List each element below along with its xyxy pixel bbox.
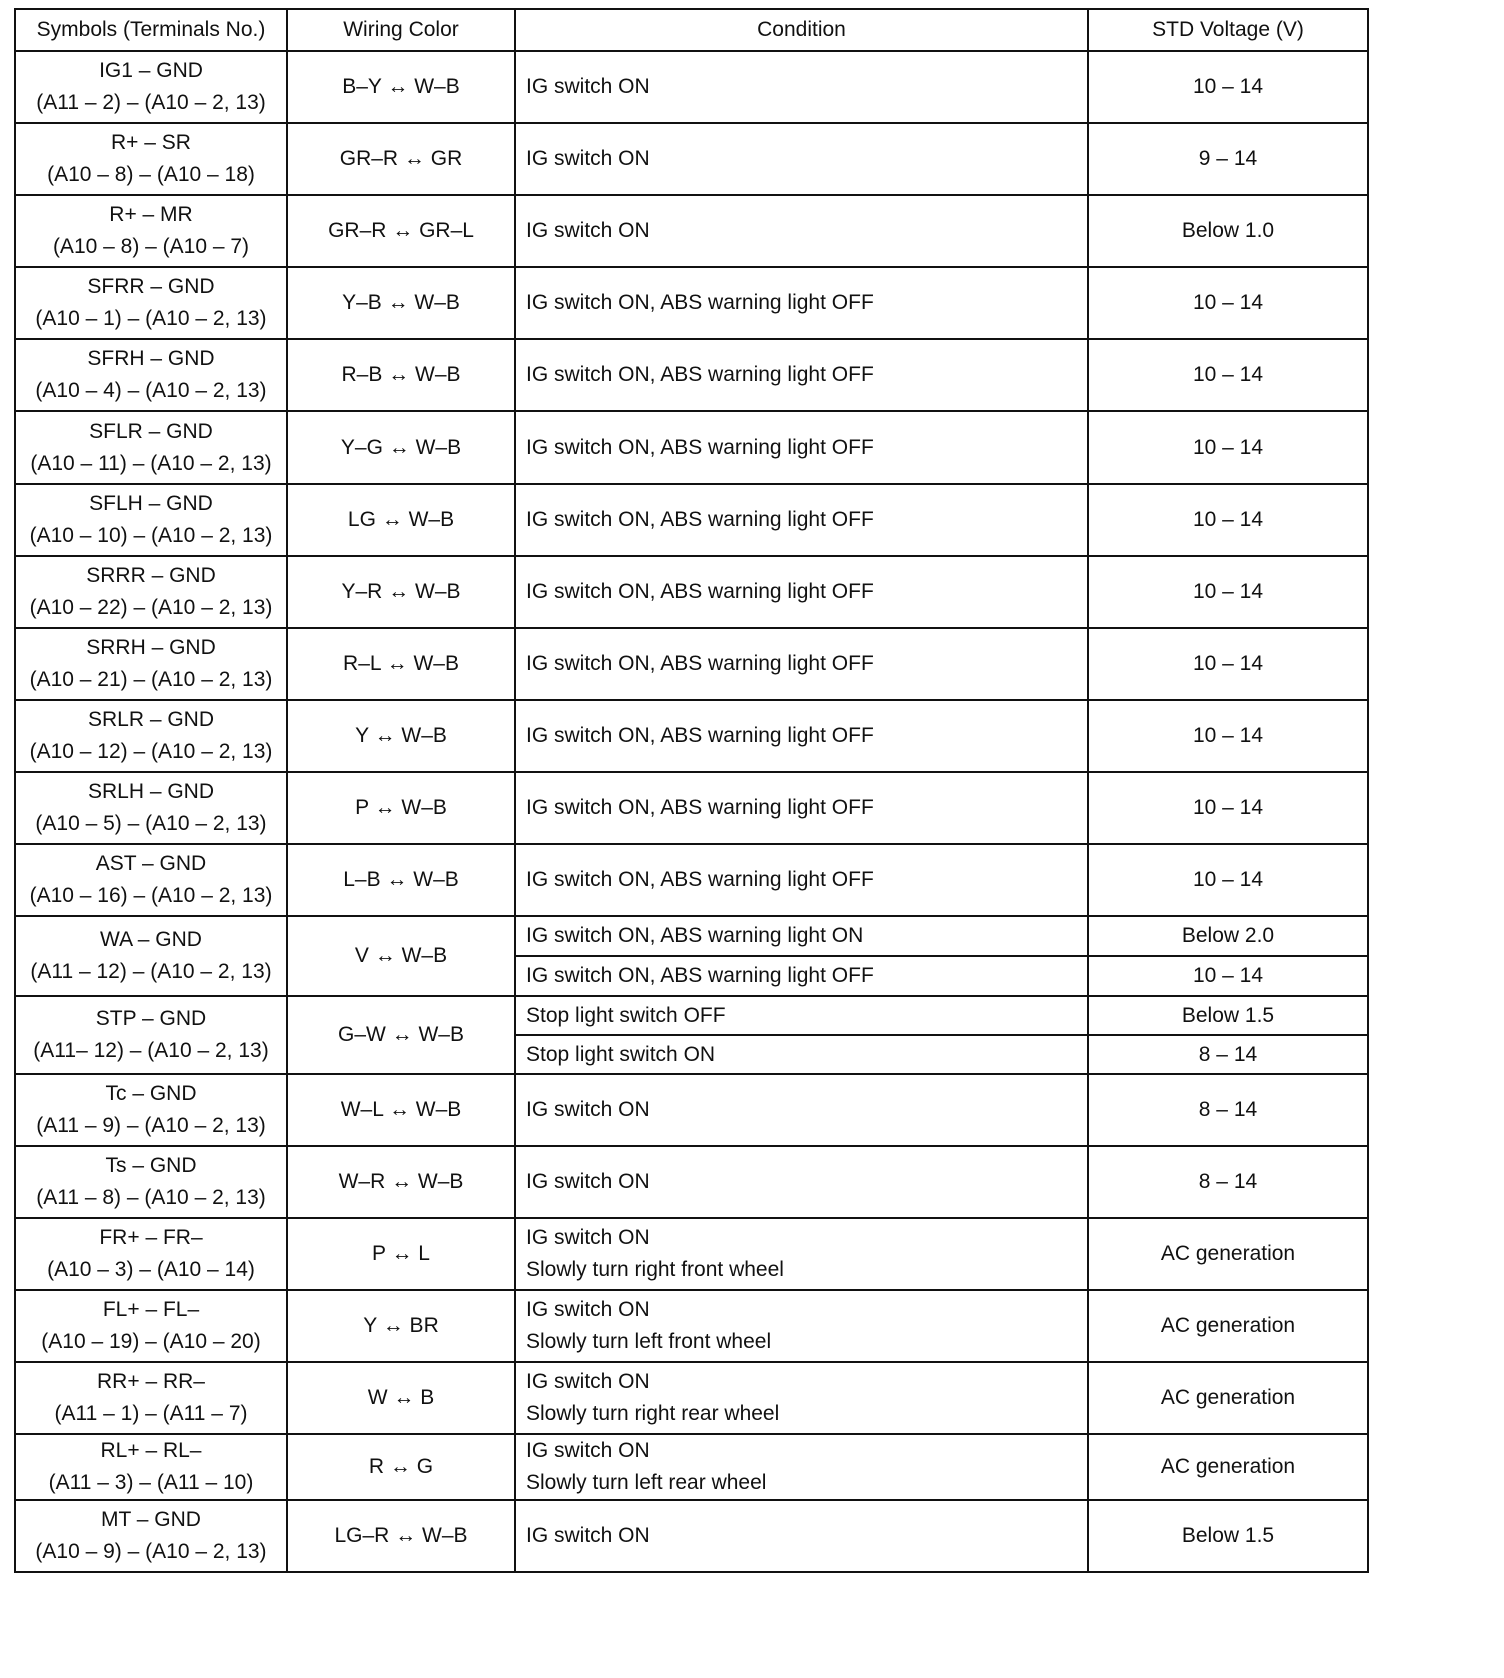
terminal-numbers: (A10 – 1) – (A10 – 2, 13) (35, 307, 267, 330)
condition-cell (515, 700, 1088, 772)
condition-line: IG switch ON, ABS warning light OFF (526, 580, 874, 603)
condition-cell (515, 1500, 1088, 1572)
std-voltage-cell: 10 – 14 (1088, 484, 1368, 556)
symbol-cell (15, 556, 287, 628)
header-std-voltage: STD Voltage (V) (1088, 9, 1368, 51)
symbol-name: MT – GND (101, 1508, 201, 1531)
condition-cell (515, 1218, 1088, 1290)
condition-line: IG switch ON (526, 1298, 650, 1321)
terminal-numbers: (A10 – 12) – (A10 – 2, 13) (29, 740, 273, 763)
terminal-numbers: (A10 – 11) – (A10 – 2, 13) (30, 451, 272, 475)
symbol-cell (15, 123, 287, 195)
table-row (15, 267, 1368, 339)
symbol-cell (15, 51, 287, 123)
symbol-cell (15, 195, 287, 267)
condition-line: IG switch ON (526, 219, 650, 242)
condition-line: IG switch ON, ABS warning light OFF (526, 363, 874, 386)
std-voltage-cell: Below 1.5 (1088, 1500, 1368, 1572)
symbol-name: SFLR – GND (89, 419, 213, 443)
condition-cell (515, 556, 1088, 628)
table-row (15, 772, 1368, 844)
symbol-name: STP – GND (95, 1007, 207, 1030)
std-voltage-cell: 10 – 14 (1088, 411, 1368, 484)
symbol-name: RL+ – RL– (100, 1439, 202, 1462)
symbol-cell (15, 1218, 287, 1290)
condition-cell (515, 411, 1088, 484)
std-voltage-cell: 9 – 14 (1088, 123, 1368, 195)
condition-cell (515, 1290, 1088, 1362)
symbol-cell (15, 1500, 287, 1572)
condition-line: IG switch ON, ABS warning light OFF (526, 508, 874, 531)
symbol-name: SRRR – GND (86, 564, 216, 587)
condition-cell (515, 51, 1088, 123)
condition-line: IG switch ON (526, 147, 650, 170)
symbol-cell (15, 339, 287, 411)
wiring-color-cell: Y ↔ W–B (287, 700, 515, 772)
condition-cell (515, 844, 1088, 916)
condition-line: IG switch ON (526, 1370, 650, 1393)
condition-cell (515, 195, 1088, 267)
wiring-color-cell: B–Y ↔ W–B (287, 51, 515, 123)
std-voltage-cell: 10 – 14 (1088, 556, 1368, 628)
std-voltage-cell: 10 – 14 (1088, 51, 1368, 123)
symbol-name: SRLH – GND (87, 780, 215, 803)
table-row (15, 1218, 1368, 1290)
condition-line: Slowly turn left front wheel (526, 1330, 772, 1353)
wiring-color-cell: LG–R ↔ W–B (287, 1500, 515, 1572)
symbol-name: IG1 – GND (99, 59, 203, 82)
condition-cell: IG switch ON, ABS warning light OFF (515, 956, 1088, 996)
symbol-cell (15, 996, 287, 1074)
condition-line: IG switch ON (526, 1170, 650, 1193)
wiring-color-cell: W ↔ B (287, 1362, 515, 1434)
table-row (15, 195, 1368, 267)
symbol-name: R+ – MR (109, 203, 193, 226)
symbol-cell (15, 267, 287, 339)
terminal-numbers: (A11 – 8) – (A10 – 2, 13) (36, 1186, 266, 1209)
std-voltage-cell: AC generation (1088, 1434, 1368, 1500)
symbol-name: SFLH – GND (89, 492, 213, 515)
table-row (15, 51, 1368, 123)
symbol-name: Tc – GND (105, 1082, 197, 1105)
table-row (15, 844, 1368, 916)
wiring-color-cell: G–W ↔ W–B (287, 996, 515, 1074)
wiring-color-cell: Y–G ↔ W–B (287, 411, 515, 484)
terminal-numbers: (A10 – 10) – (A10 – 2, 13) (29, 524, 273, 547)
terminal-numbers: (A10 – 3) – (A10 – 14) (47, 1258, 255, 1281)
symbol-name: WA – GND (100, 928, 202, 951)
wiring-color-cell: L–B ↔ W–B (287, 844, 515, 916)
wiring-color-cell: R–L ↔ W–B (287, 628, 515, 700)
table-row (15, 1500, 1368, 1572)
condition-line: Slowly turn right front wheel (526, 1258, 784, 1281)
condition-line: Slowly turn left rear wheel (526, 1471, 767, 1494)
std-voltage-cell: AC generation (1088, 1290, 1368, 1362)
condition-line: IG switch ON, ABS warning light OFF (526, 652, 874, 675)
std-voltage-cell: Below 2.0 (1088, 916, 1368, 956)
wiring-color-cell: R ↔ G (287, 1434, 515, 1500)
table-row (15, 1290, 1368, 1362)
condition-cell (515, 339, 1088, 411)
terminal-numbers: (A10 – 5) – (A10 – 2, 13) (35, 812, 267, 835)
terminal-numbers: (A11 – 12) – (A10 – 2, 13) (30, 960, 272, 983)
std-voltage-cell: AC generation (1088, 1218, 1368, 1290)
condition-line: IG switch ON, ABS warning light OFF (526, 868, 874, 891)
std-voltage-cell: 8 – 14 (1088, 1146, 1368, 1218)
symbol-name: FR+ – FR– (99, 1226, 203, 1249)
symbol-cell (15, 628, 287, 700)
table-row (15, 1074, 1368, 1146)
symbol-name: RR+ – RR– (97, 1370, 205, 1393)
wiring-color-cell: Y ↔ BR (287, 1290, 515, 1362)
symbol-name: SFRR – GND (87, 275, 215, 298)
voltage-spec-table (14, 8, 1369, 1573)
std-voltage-cell: 10 – 14 (1088, 700, 1368, 772)
table-row (15, 628, 1368, 700)
terminal-numbers: (A10 – 22) – (A10 – 2, 13) (29, 596, 273, 619)
terminal-numbers: (A10 – 8) – (A10 – 7) (52, 235, 250, 258)
wiring-color-cell: R–B ↔ W–B (287, 339, 515, 411)
condition-cell (515, 484, 1088, 556)
symbol-name: SRRH – GND (86, 636, 216, 659)
std-voltage-cell: 10 – 14 (1088, 844, 1368, 916)
terminal-numbers: (A11– 12) – (A10 – 2, 13) (33, 1039, 269, 1062)
condition-cell: Stop light switch ON (515, 1035, 1088, 1074)
symbol-name: R+ – SR (111, 131, 191, 154)
condition-line: Slowly turn right rear wheel (526, 1402, 780, 1425)
header-row (15, 9, 1368, 51)
condition-line: IG switch ON (526, 75, 650, 98)
symbol-cell (15, 700, 287, 772)
std-voltage-cell: 10 – 14 (1088, 956, 1368, 996)
symbol-cell (15, 1290, 287, 1362)
terminal-numbers: (A10 – 16) – (A10 – 2, 13) (29, 884, 273, 907)
symbol-cell (15, 1362, 287, 1434)
std-voltage-cell: AC generation (1088, 1362, 1368, 1434)
terminal-numbers: (A11 – 2) – (A10 – 2, 13) (36, 91, 266, 114)
condition-cell: Stop light switch OFF (515, 996, 1088, 1035)
wiring-color-cell: Y–B ↔ W–B (287, 267, 515, 339)
wiring-color-cell: GR–R ↔ GR (287, 123, 515, 195)
std-voltage-cell: 10 – 14 (1088, 772, 1368, 844)
symbol-cell (15, 1074, 287, 1146)
condition-cell (515, 1074, 1088, 1146)
symbol-name: Ts – GND (105, 1154, 197, 1177)
symbol-cell (15, 772, 287, 844)
table-row (15, 996, 1368, 1035)
std-voltage-cell: Below 1.5 (1088, 996, 1368, 1035)
terminal-numbers: (A11 – 3) – (A11 – 10) (48, 1471, 254, 1494)
wiring-color-cell: W–L ↔ W–B (287, 1074, 515, 1146)
symbol-cell (15, 411, 287, 484)
std-voltage-cell: 10 – 14 (1088, 628, 1368, 700)
symbol-cell (15, 844, 287, 916)
terminal-numbers: (A10 – 8) – (A10 – 18) (47, 163, 255, 186)
table-row (15, 1434, 1368, 1500)
symbol-name: SFRH – GND (87, 347, 215, 370)
table-row (15, 916, 1368, 956)
condition-cell (515, 772, 1088, 844)
std-voltage-cell: 10 – 14 (1088, 267, 1368, 339)
condition-line: IG switch ON (526, 1524, 650, 1547)
condition-cell (515, 1146, 1088, 1218)
std-voltage-cell: 8 – 14 (1088, 1035, 1368, 1074)
table-row (15, 339, 1368, 411)
wiring-color-cell: LG ↔ W–B (287, 484, 515, 556)
terminal-numbers: (A11 – 9) – (A10 – 2, 13) (36, 1114, 266, 1137)
wiring-color-cell: W–R ↔ W–B (287, 1146, 515, 1218)
condition-line: IG switch ON (526, 1098, 650, 1121)
header-wiring-color: Wiring Color (287, 9, 515, 51)
terminal-numbers: (A10 – 9) – (A10 – 2, 13) (35, 1540, 267, 1563)
table-body (15, 51, 1368, 1572)
condition-line: IG switch ON (526, 1226, 650, 1249)
symbol-cell (15, 1434, 287, 1500)
condition-cell (515, 267, 1088, 339)
std-voltage-cell: Below 1.0 (1088, 195, 1368, 267)
table-row (15, 484, 1368, 556)
condition-cell (515, 1362, 1088, 1434)
condition-line: IG switch ON, ABS warning light OFF (526, 291, 874, 314)
symbol-cell (15, 1146, 287, 1218)
table-row (15, 411, 1368, 484)
condition-line: IG switch ON (526, 1439, 650, 1462)
symbol-cell (15, 484, 287, 556)
condition-cell (515, 628, 1088, 700)
condition-line: IG switch ON, ABS warning light OFF (526, 724, 874, 747)
std-voltage-cell: 8 – 14 (1088, 1074, 1368, 1146)
table-row (15, 123, 1368, 195)
symbol-cell (15, 916, 287, 996)
std-voltage-cell: 10 – 14 (1088, 339, 1368, 411)
wiring-color-cell: GR–R ↔ GR–L (287, 195, 515, 267)
header-symbols: Symbols (Terminals No.) (15, 9, 287, 51)
condition-line: IG switch ON, ABS warning light OFF (526, 435, 874, 459)
terminal-numbers: (A10 – 19) – (A10 – 20) (41, 1330, 261, 1353)
condition-cell: IG switch ON, ABS warning light ON (515, 916, 1088, 956)
condition-line: IG switch ON, ABS warning light OFF (526, 796, 874, 819)
wiring-color-cell: P ↔ W–B (287, 772, 515, 844)
terminal-numbers: (A10 – 21) – (A10 – 2, 13) (29, 668, 273, 691)
wiring-color-cell: V ↔ W–B (287, 916, 515, 996)
table-row (15, 556, 1368, 628)
wiring-color-cell: Y–R ↔ W–B (287, 556, 515, 628)
terminal-numbers: (A11 – 1) – (A11 – 7) (54, 1402, 248, 1425)
table-row (15, 1146, 1368, 1218)
symbol-name: SRLR – GND (87, 708, 215, 731)
wiring-color-cell: P ↔ L (287, 1218, 515, 1290)
condition-cell (515, 1434, 1088, 1500)
symbol-name: FL+ – FL– (102, 1298, 200, 1321)
header-condition: Condition (515, 9, 1088, 51)
terminal-numbers: (A10 – 4) – (A10 – 2, 13) (35, 379, 267, 402)
condition-cell (515, 123, 1088, 195)
table-row (15, 1362, 1368, 1434)
symbol-name: AST – GND (95, 852, 207, 875)
table-row (15, 700, 1368, 772)
